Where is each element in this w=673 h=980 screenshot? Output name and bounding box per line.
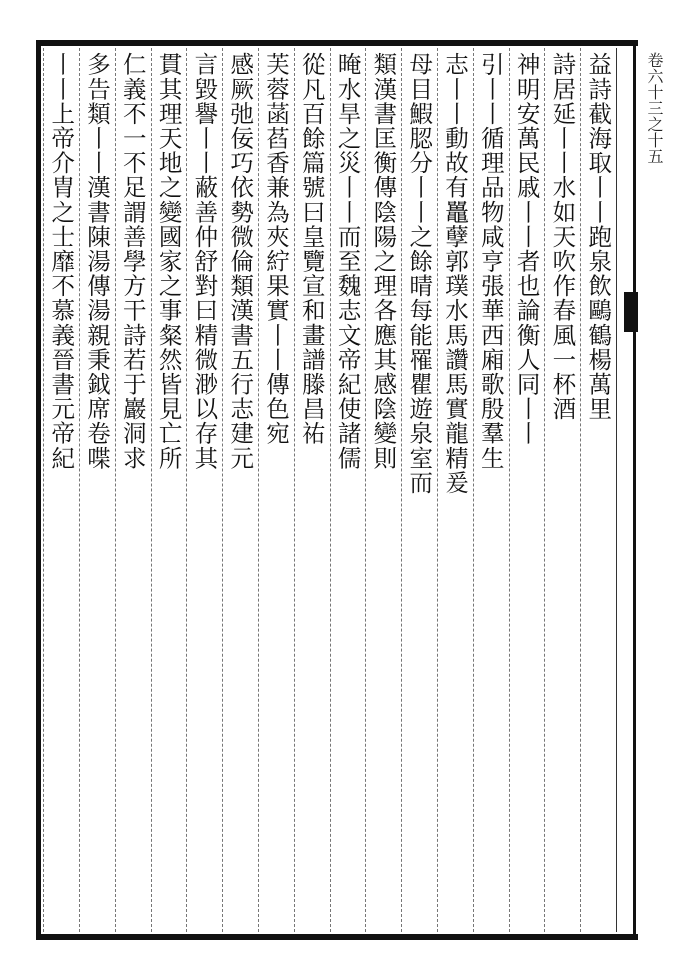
- frame-right-border: [633, 40, 636, 940]
- text-column-14: 仁義不一不足謂善學方干詩若于巖洞求: [118, 52, 147, 471]
- frame-left-border: [36, 40, 41, 940]
- text-column-7: 類漢書匡衡傳陰陽之理各應其感陰變則: [369, 52, 398, 471]
- text-column-11: 感厥弛佞巧依勢微倫類漢書五行志建元: [226, 52, 255, 471]
- fishtail-marker: [624, 292, 638, 332]
- text-column-4: 引丨丨循理品物咸亨張華西廂歌殷羣生: [476, 52, 505, 471]
- text-column-16: 丨丨上帝介胄之士靡不慕義晉書元帝紀: [47, 52, 76, 471]
- text-column-9: 從凡百餘篇號曰皇覽宣和畫譜滕昌祐: [297, 52, 326, 446]
- text-column-6: 母目鰕䏰分丨丨之餘晴每能罹瞿遊泉室而: [405, 52, 434, 495]
- text-column-15: 多告類丨丨漢書陳湯傳湯親秉鉞席卷喋: [83, 52, 111, 471]
- text-column-2: 詩居延丨丨水如天吹作春風一杯酒: [548, 52, 577, 421]
- text-column-10: 芙蓉菡萏香兼為夾紵果實丨丨傳色宛: [262, 52, 290, 446]
- text-column-1: 益詩截海取丨丨跑泉飲鷗鶴楊萬里: [584, 52, 613, 421]
- text-column-3: 神明安萬民戚丨丨者也論衡人同丨丨: [512, 52, 541, 446]
- frame-top-border: [38, 40, 638, 46]
- text-column-5: 志丨丨動故有鼉孽郭璞水馬讚馬實龍精爰: [441, 52, 469, 495]
- margin-label: 卷六十三之十五: [645, 52, 664, 164]
- text-column-8: 晻水旱之災丨丨而至魏志文帝紀使諸儒: [333, 52, 362, 471]
- text-column-13: 貫其理天地之變國家之事粲然皆見亡所: [154, 52, 183, 471]
- text-column-12: 言毀譽丨丨蔽善仲舒對曰精微渺以存其: [190, 52, 219, 471]
- column-separator: [43, 48, 44, 932]
- frame-bottom-border: [38, 934, 638, 940]
